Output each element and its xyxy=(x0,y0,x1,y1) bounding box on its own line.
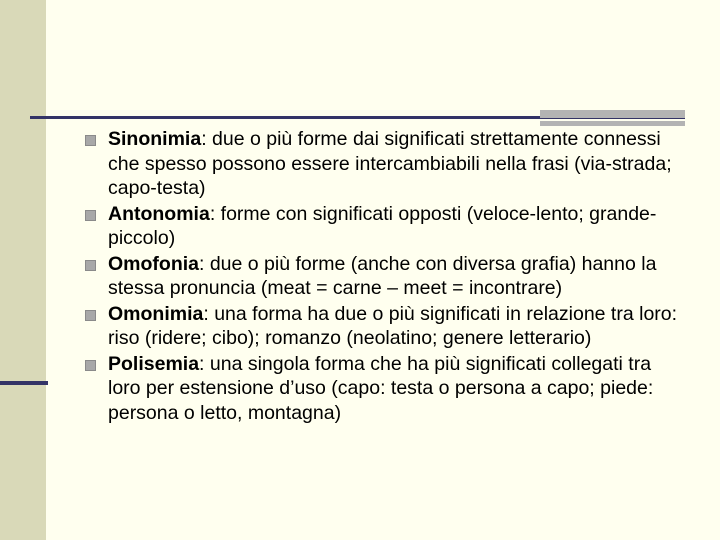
left-decorative-band xyxy=(0,0,46,540)
term-definition: : due o più forme (anche con diversa grafia) hanno la stessa pronuncia (meat = carne – meet = incontrare) xyxy=(108,252,657,299)
term-label: Sinonimia xyxy=(108,128,202,150)
bullet-list xyxy=(83,127,683,425)
term-definition: : una singola forma che ha più significati collegati tra loro per estensione d’uso (capo: testa o persona a capo; piede: persona o letto, montagna) xyxy=(108,352,654,424)
list-item xyxy=(83,127,683,201)
list-item xyxy=(83,202,683,251)
square-bullet-icon xyxy=(85,210,96,221)
term-label: Omofonia xyxy=(108,252,199,275)
term-definition: : due o più forme dai significati strettamente connessi che spesso possono essere intercambiabili nella frasi (via-strada; capo-testa) xyxy=(108,128,672,199)
term-label: Antonomia xyxy=(108,202,210,225)
square-bullet-icon xyxy=(85,360,96,371)
list-item xyxy=(83,302,683,351)
term-label: Polisemia xyxy=(108,352,200,375)
square-bullet-icon xyxy=(85,310,96,321)
square-bullet-icon xyxy=(85,135,96,146)
slide-body xyxy=(83,127,683,426)
term-definition: : forme con significati opposti (veloce-lento; grande-piccolo) xyxy=(108,202,657,249)
square-bullet-icon xyxy=(85,260,96,271)
term-label: Omonimia xyxy=(108,302,204,325)
term-definition: : una forma ha due o più significati in relazione tra loro: riso (ridere; cibo); romanzo (neolatino; genere letterario) xyxy=(108,302,678,349)
decorative-grey-bar-lower xyxy=(540,121,685,126)
list-item xyxy=(83,252,683,301)
decorative-grey-bar xyxy=(540,110,685,118)
left-accent-bar xyxy=(0,381,48,385)
list-item xyxy=(83,352,683,426)
